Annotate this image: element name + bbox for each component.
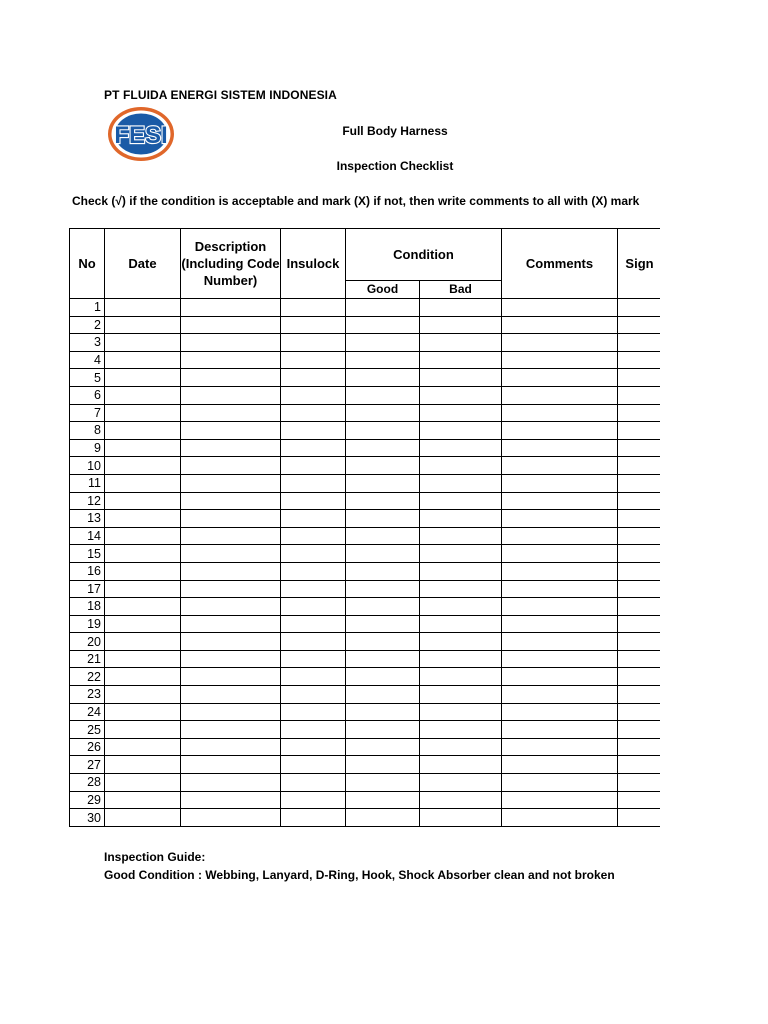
cell-good[interactable] bbox=[346, 668, 420, 686]
cell-bad[interactable] bbox=[420, 615, 502, 633]
table-row bbox=[70, 439, 661, 457]
table-row bbox=[70, 756, 661, 774]
cell-bad[interactable] bbox=[420, 668, 502, 686]
cell-no: 7 bbox=[70, 404, 105, 422]
cell-comments[interactable] bbox=[502, 774, 618, 792]
cell-description[interactable] bbox=[181, 615, 281, 633]
cell-date[interactable] bbox=[105, 668, 181, 686]
cell-sign[interactable] bbox=[618, 545, 661, 563]
table-row bbox=[70, 633, 661, 651]
cell-bad[interactable] bbox=[420, 686, 502, 704]
cell-comments[interactable] bbox=[502, 650, 618, 668]
cell-date[interactable] bbox=[105, 650, 181, 668]
cell-bad[interactable] bbox=[420, 439, 502, 457]
cell-date[interactable] bbox=[105, 721, 181, 739]
cell-description[interactable] bbox=[181, 334, 281, 352]
cell-bad[interactable] bbox=[420, 299, 502, 317]
header-comments: Comments bbox=[502, 229, 618, 299]
cell-date[interactable] bbox=[105, 545, 181, 563]
cell-description[interactable] bbox=[181, 686, 281, 704]
cell-insulock[interactable] bbox=[281, 598, 346, 616]
cell-no: 8 bbox=[70, 422, 105, 440]
cell-sign[interactable] bbox=[618, 686, 661, 704]
cell-date[interactable] bbox=[105, 351, 181, 369]
cell-description[interactable] bbox=[181, 439, 281, 457]
cell-good[interactable] bbox=[346, 299, 420, 317]
cell-no: 5 bbox=[70, 369, 105, 387]
cell-no: 19 bbox=[70, 615, 105, 633]
cell-date[interactable] bbox=[105, 598, 181, 616]
cell-sign[interactable] bbox=[618, 422, 661, 440]
cell-sign[interactable] bbox=[618, 404, 661, 422]
cell-comments[interactable] bbox=[502, 510, 618, 528]
cell-bad[interactable] bbox=[420, 703, 502, 721]
cell-date[interactable] bbox=[105, 422, 181, 440]
table-row bbox=[70, 404, 661, 422]
cell-date[interactable] bbox=[105, 439, 181, 457]
cell-good[interactable] bbox=[346, 598, 420, 616]
cell-insulock[interactable] bbox=[281, 351, 346, 369]
cell-comments[interactable] bbox=[502, 738, 618, 756]
cell-insulock[interactable] bbox=[281, 457, 346, 475]
cell-insulock[interactable] bbox=[281, 527, 346, 545]
cell-good[interactable] bbox=[346, 686, 420, 704]
cell-bad[interactable] bbox=[420, 351, 502, 369]
cell-date[interactable] bbox=[105, 738, 181, 756]
cell-description[interactable] bbox=[181, 316, 281, 334]
cell-date[interactable] bbox=[105, 527, 181, 545]
company-logo bbox=[106, 105, 176, 163]
cell-bad[interactable] bbox=[420, 756, 502, 774]
cell-no: 14 bbox=[70, 527, 105, 545]
cell-comments[interactable] bbox=[502, 527, 618, 545]
cell-comments[interactable] bbox=[502, 334, 618, 352]
cell-comments[interactable] bbox=[502, 351, 618, 369]
cell-no: 29 bbox=[70, 791, 105, 809]
table-row bbox=[70, 580, 661, 598]
cell-insulock[interactable] bbox=[281, 369, 346, 387]
cell-bad[interactable] bbox=[420, 580, 502, 598]
guide-heading: Inspection Guide: bbox=[104, 850, 206, 864]
cell-comments[interactable] bbox=[502, 756, 618, 774]
header-bad: Bad bbox=[420, 281, 502, 299]
cell-insulock[interactable] bbox=[281, 562, 346, 580]
table-row bbox=[70, 668, 661, 686]
cell-no: 28 bbox=[70, 774, 105, 792]
cell-sign[interactable] bbox=[618, 598, 661, 616]
cell-insulock[interactable] bbox=[281, 686, 346, 704]
cell-no: 9 bbox=[70, 439, 105, 457]
cell-date[interactable] bbox=[105, 492, 181, 510]
cell-comments[interactable] bbox=[502, 422, 618, 440]
cell-description[interactable] bbox=[181, 527, 281, 545]
cell-description[interactable] bbox=[181, 404, 281, 422]
cell-description[interactable] bbox=[181, 369, 281, 387]
cell-comments[interactable] bbox=[502, 299, 618, 317]
cell-description[interactable] bbox=[181, 756, 281, 774]
form-title: Full Body Harness bbox=[342, 124, 448, 138]
cell-no: 21 bbox=[70, 650, 105, 668]
cell-date[interactable] bbox=[105, 809, 181, 827]
cell-bad[interactable] bbox=[420, 474, 502, 492]
cell-comments[interactable] bbox=[502, 615, 618, 633]
cell-bad[interactable] bbox=[420, 404, 502, 422]
cell-good[interactable] bbox=[346, 386, 420, 404]
cell-sign[interactable] bbox=[618, 809, 661, 827]
cell-insulock[interactable] bbox=[281, 316, 346, 334]
table-row bbox=[70, 334, 661, 352]
cell-sign[interactable] bbox=[618, 774, 661, 792]
cell-bad[interactable] bbox=[420, 334, 502, 352]
table-row bbox=[70, 492, 661, 510]
cell-description[interactable] bbox=[181, 351, 281, 369]
cell-no: 11 bbox=[70, 474, 105, 492]
cell-sign[interactable] bbox=[618, 580, 661, 598]
table-row bbox=[70, 721, 661, 739]
table-row bbox=[70, 686, 661, 704]
cell-comments[interactable] bbox=[502, 369, 618, 387]
cell-bad[interactable] bbox=[420, 598, 502, 616]
cell-description[interactable] bbox=[181, 562, 281, 580]
cell-insulock[interactable] bbox=[281, 668, 346, 686]
cell-comments[interactable] bbox=[502, 598, 618, 616]
cell-comments[interactable] bbox=[502, 404, 618, 422]
cell-bad[interactable] bbox=[420, 738, 502, 756]
cell-sign[interactable] bbox=[618, 562, 661, 580]
cell-no: 26 bbox=[70, 738, 105, 756]
table-row bbox=[70, 615, 661, 633]
cell-comments[interactable] bbox=[502, 633, 618, 651]
cell-good[interactable] bbox=[346, 545, 420, 563]
cell-date[interactable] bbox=[105, 562, 181, 580]
cell-date[interactable] bbox=[105, 791, 181, 809]
header-description: Description (Including Code Number) bbox=[181, 229, 281, 299]
header-sign: Sign bbox=[618, 229, 661, 299]
cell-bad[interactable] bbox=[420, 527, 502, 545]
cell-date[interactable] bbox=[105, 615, 181, 633]
cell-date[interactable] bbox=[105, 316, 181, 334]
cell-date[interactable] bbox=[105, 474, 181, 492]
cell-no: 30 bbox=[70, 809, 105, 827]
cell-comments[interactable] bbox=[502, 492, 618, 510]
cell-sign[interactable] bbox=[618, 721, 661, 739]
cell-bad[interactable] bbox=[420, 316, 502, 334]
cell-insulock[interactable] bbox=[281, 439, 346, 457]
cell-sign[interactable] bbox=[618, 668, 661, 686]
cell-date[interactable] bbox=[105, 404, 181, 422]
cell-good[interactable] bbox=[346, 774, 420, 792]
cell-insulock[interactable] bbox=[281, 633, 346, 651]
header-no: No bbox=[70, 229, 105, 299]
cell-no: 10 bbox=[70, 457, 105, 475]
cell-sign[interactable] bbox=[618, 299, 661, 317]
cell-no: 22 bbox=[70, 668, 105, 686]
cell-good[interactable] bbox=[346, 703, 420, 721]
cell-sign[interactable] bbox=[618, 457, 661, 475]
svg-text:FESI: FESI bbox=[114, 122, 168, 149]
cell-comments[interactable] bbox=[502, 316, 618, 334]
cell-no: 20 bbox=[70, 633, 105, 651]
cell-good[interactable] bbox=[346, 633, 420, 651]
cell-date[interactable] bbox=[105, 386, 181, 404]
cell-no: 12 bbox=[70, 492, 105, 510]
cell-sign[interactable] bbox=[618, 439, 661, 457]
cell-description[interactable] bbox=[181, 598, 281, 616]
cell-insulock[interactable] bbox=[281, 791, 346, 809]
cell-good[interactable] bbox=[346, 738, 420, 756]
cell-bad[interactable] bbox=[420, 545, 502, 563]
cell-comments[interactable] bbox=[502, 457, 618, 475]
cell-insulock[interactable] bbox=[281, 334, 346, 352]
cell-date[interactable] bbox=[105, 633, 181, 651]
cell-good[interactable] bbox=[346, 510, 420, 528]
cell-comments[interactable] bbox=[502, 703, 618, 721]
cell-description[interactable] bbox=[181, 474, 281, 492]
header-good: Good bbox=[346, 281, 420, 299]
cell-good[interactable] bbox=[346, 316, 420, 334]
cell-description[interactable] bbox=[181, 545, 281, 563]
cell-comments[interactable] bbox=[502, 580, 618, 598]
cell-bad[interactable] bbox=[420, 562, 502, 580]
cell-date[interactable] bbox=[105, 510, 181, 528]
table-row bbox=[70, 457, 661, 475]
cell-insulock[interactable] bbox=[281, 703, 346, 721]
header-insulock: Insulock bbox=[281, 229, 346, 299]
cell-insulock[interactable] bbox=[281, 774, 346, 792]
table-row bbox=[70, 369, 661, 387]
cell-insulock[interactable] bbox=[281, 510, 346, 528]
cell-insulock[interactable] bbox=[281, 809, 346, 827]
table-row bbox=[70, 738, 661, 756]
cell-good[interactable] bbox=[346, 580, 420, 598]
cell-insulock[interactable] bbox=[281, 545, 346, 563]
cell-comments[interactable] bbox=[502, 809, 618, 827]
cell-insulock[interactable] bbox=[281, 474, 346, 492]
cell-bad[interactable] bbox=[420, 422, 502, 440]
cell-description[interactable] bbox=[181, 738, 281, 756]
table-row bbox=[70, 299, 661, 317]
cell-no: 13 bbox=[70, 510, 105, 528]
cell-good[interactable] bbox=[346, 439, 420, 457]
cell-date[interactable] bbox=[105, 369, 181, 387]
company-name: PT FLUIDA ENERGI SISTEM INDONESIA bbox=[104, 88, 337, 102]
table-row bbox=[70, 545, 661, 563]
cell-good[interactable] bbox=[346, 791, 420, 809]
cell-description[interactable] bbox=[181, 703, 281, 721]
cell-sign[interactable] bbox=[618, 650, 661, 668]
guide-good-condition: Good Condition : Webbing, Lanyard, D-Ring, Hook, Shock Absorber clean and not broken bbox=[104, 868, 615, 882]
cell-sign[interactable] bbox=[618, 386, 661, 404]
table-row bbox=[70, 527, 661, 545]
cell-insulock[interactable] bbox=[281, 422, 346, 440]
cell-comments[interactable] bbox=[502, 545, 618, 563]
cell-comments[interactable] bbox=[502, 686, 618, 704]
table-row bbox=[70, 809, 661, 827]
cell-description[interactable] bbox=[181, 668, 281, 686]
cell-bad[interactable] bbox=[420, 457, 502, 475]
table-row bbox=[70, 791, 661, 809]
cell-insulock[interactable] bbox=[281, 299, 346, 317]
cell-insulock[interactable] bbox=[281, 721, 346, 739]
cell-no: 6 bbox=[70, 386, 105, 404]
cell-sign[interactable] bbox=[618, 615, 661, 633]
cell-description[interactable] bbox=[181, 650, 281, 668]
cell-description[interactable] bbox=[181, 721, 281, 739]
cell-comments[interactable] bbox=[502, 386, 618, 404]
cell-no: 16 bbox=[70, 562, 105, 580]
cell-no: 4 bbox=[70, 351, 105, 369]
cell-no: 18 bbox=[70, 598, 105, 616]
table-row bbox=[70, 422, 661, 440]
cell-bad[interactable] bbox=[420, 650, 502, 668]
cell-sign[interactable] bbox=[618, 316, 661, 334]
cell-no: 27 bbox=[70, 756, 105, 774]
cell-description[interactable] bbox=[181, 510, 281, 528]
cell-sign[interactable] bbox=[618, 369, 661, 387]
cell-sign[interactable] bbox=[618, 492, 661, 510]
cell-date[interactable] bbox=[105, 580, 181, 598]
table-row bbox=[70, 386, 661, 404]
cell-good[interactable] bbox=[346, 615, 420, 633]
cell-sign[interactable] bbox=[618, 738, 661, 756]
cell-sign[interactable] bbox=[618, 474, 661, 492]
cell-bad[interactable] bbox=[420, 774, 502, 792]
cell-date[interactable] bbox=[105, 703, 181, 721]
cell-date[interactable] bbox=[105, 299, 181, 317]
cell-bad[interactable] bbox=[420, 369, 502, 387]
cell-no: 17 bbox=[70, 580, 105, 598]
cell-insulock[interactable] bbox=[281, 650, 346, 668]
cell-sign[interactable] bbox=[618, 791, 661, 809]
cell-no: 2 bbox=[70, 316, 105, 334]
cell-good[interactable] bbox=[346, 721, 420, 739]
cell-sign[interactable] bbox=[618, 510, 661, 528]
cell-bad[interactable] bbox=[420, 633, 502, 651]
cell-bad[interactable] bbox=[420, 386, 502, 404]
cell-good[interactable] bbox=[346, 369, 420, 387]
cell-bad[interactable] bbox=[420, 721, 502, 739]
cell-description[interactable] bbox=[181, 422, 281, 440]
table-row bbox=[70, 351, 661, 369]
cell-good[interactable] bbox=[346, 562, 420, 580]
cell-no: 1 bbox=[70, 299, 105, 317]
cell-bad[interactable] bbox=[420, 809, 502, 827]
cell-good[interactable] bbox=[346, 404, 420, 422]
cell-comments[interactable] bbox=[502, 668, 618, 686]
cell-good[interactable] bbox=[346, 527, 420, 545]
cell-date[interactable] bbox=[105, 774, 181, 792]
cell-sign[interactable] bbox=[618, 756, 661, 774]
form-subtitle: Inspection Checklist bbox=[336, 159, 454, 173]
cell-no: 25 bbox=[70, 721, 105, 739]
cell-description[interactable] bbox=[181, 457, 281, 475]
cell-sign[interactable] bbox=[618, 351, 661, 369]
cell-no: 23 bbox=[70, 686, 105, 704]
table-row bbox=[70, 650, 661, 668]
cell-good[interactable] bbox=[346, 457, 420, 475]
table-row bbox=[70, 562, 661, 580]
cell-comments[interactable] bbox=[502, 474, 618, 492]
cell-good[interactable] bbox=[346, 474, 420, 492]
cell-good[interactable] bbox=[346, 422, 420, 440]
cell-no: 15 bbox=[70, 545, 105, 563]
cell-sign[interactable] bbox=[618, 703, 661, 721]
table-row bbox=[70, 474, 661, 492]
inspection-table-container bbox=[69, 228, 660, 830]
cell-comments[interactable] bbox=[502, 791, 618, 809]
table-row bbox=[70, 598, 661, 616]
table-row bbox=[70, 316, 661, 334]
cell-description[interactable] bbox=[181, 774, 281, 792]
cell-bad[interactable] bbox=[420, 510, 502, 528]
cell-description[interactable] bbox=[181, 809, 281, 827]
cell-insulock[interactable] bbox=[281, 404, 346, 422]
cell-insulock[interactable] bbox=[281, 492, 346, 510]
instruction-text: Check (√) if the condition is acceptable and mark (X) if not, then write comments to all with (X) mark bbox=[72, 194, 640, 208]
cell-description[interactable] bbox=[181, 633, 281, 651]
cell-good[interactable] bbox=[346, 756, 420, 774]
cell-good[interactable] bbox=[346, 809, 420, 827]
cell-comments[interactable] bbox=[502, 721, 618, 739]
cell-sign[interactable] bbox=[618, 527, 661, 545]
header-condition: Condition bbox=[346, 229, 502, 281]
header-date: Date bbox=[105, 229, 181, 299]
cell-insulock[interactable] bbox=[281, 386, 346, 404]
cell-sign[interactable] bbox=[618, 633, 661, 651]
cell-insulock[interactable] bbox=[281, 738, 346, 756]
inspection-table bbox=[69, 228, 660, 827]
cell-description[interactable] bbox=[181, 386, 281, 404]
table-row bbox=[70, 703, 661, 721]
cell-comments[interactable] bbox=[502, 562, 618, 580]
cell-good[interactable] bbox=[346, 492, 420, 510]
cell-date[interactable] bbox=[105, 756, 181, 774]
cell-no: 3 bbox=[70, 334, 105, 352]
cell-comments[interactable] bbox=[502, 439, 618, 457]
cell-insulock[interactable] bbox=[281, 615, 346, 633]
inspection-guide bbox=[104, 848, 615, 884]
cell-good[interactable] bbox=[346, 334, 420, 352]
table-row bbox=[70, 510, 661, 528]
cell-description[interactable] bbox=[181, 299, 281, 317]
cell-no: 24 bbox=[70, 703, 105, 721]
cell-bad[interactable] bbox=[420, 791, 502, 809]
table-row bbox=[70, 774, 661, 792]
cell-description[interactable] bbox=[181, 580, 281, 598]
cell-description[interactable] bbox=[181, 791, 281, 809]
cell-sign[interactable] bbox=[618, 334, 661, 352]
cell-date[interactable] bbox=[105, 334, 181, 352]
cell-date[interactable] bbox=[105, 457, 181, 475]
cell-insulock[interactable] bbox=[281, 580, 346, 598]
cell-description[interactable] bbox=[181, 492, 281, 510]
cell-good[interactable] bbox=[346, 351, 420, 369]
cell-date[interactable] bbox=[105, 686, 181, 704]
cell-bad[interactable] bbox=[420, 492, 502, 510]
cell-insulock[interactable] bbox=[281, 756, 346, 774]
cell-good[interactable] bbox=[346, 650, 420, 668]
